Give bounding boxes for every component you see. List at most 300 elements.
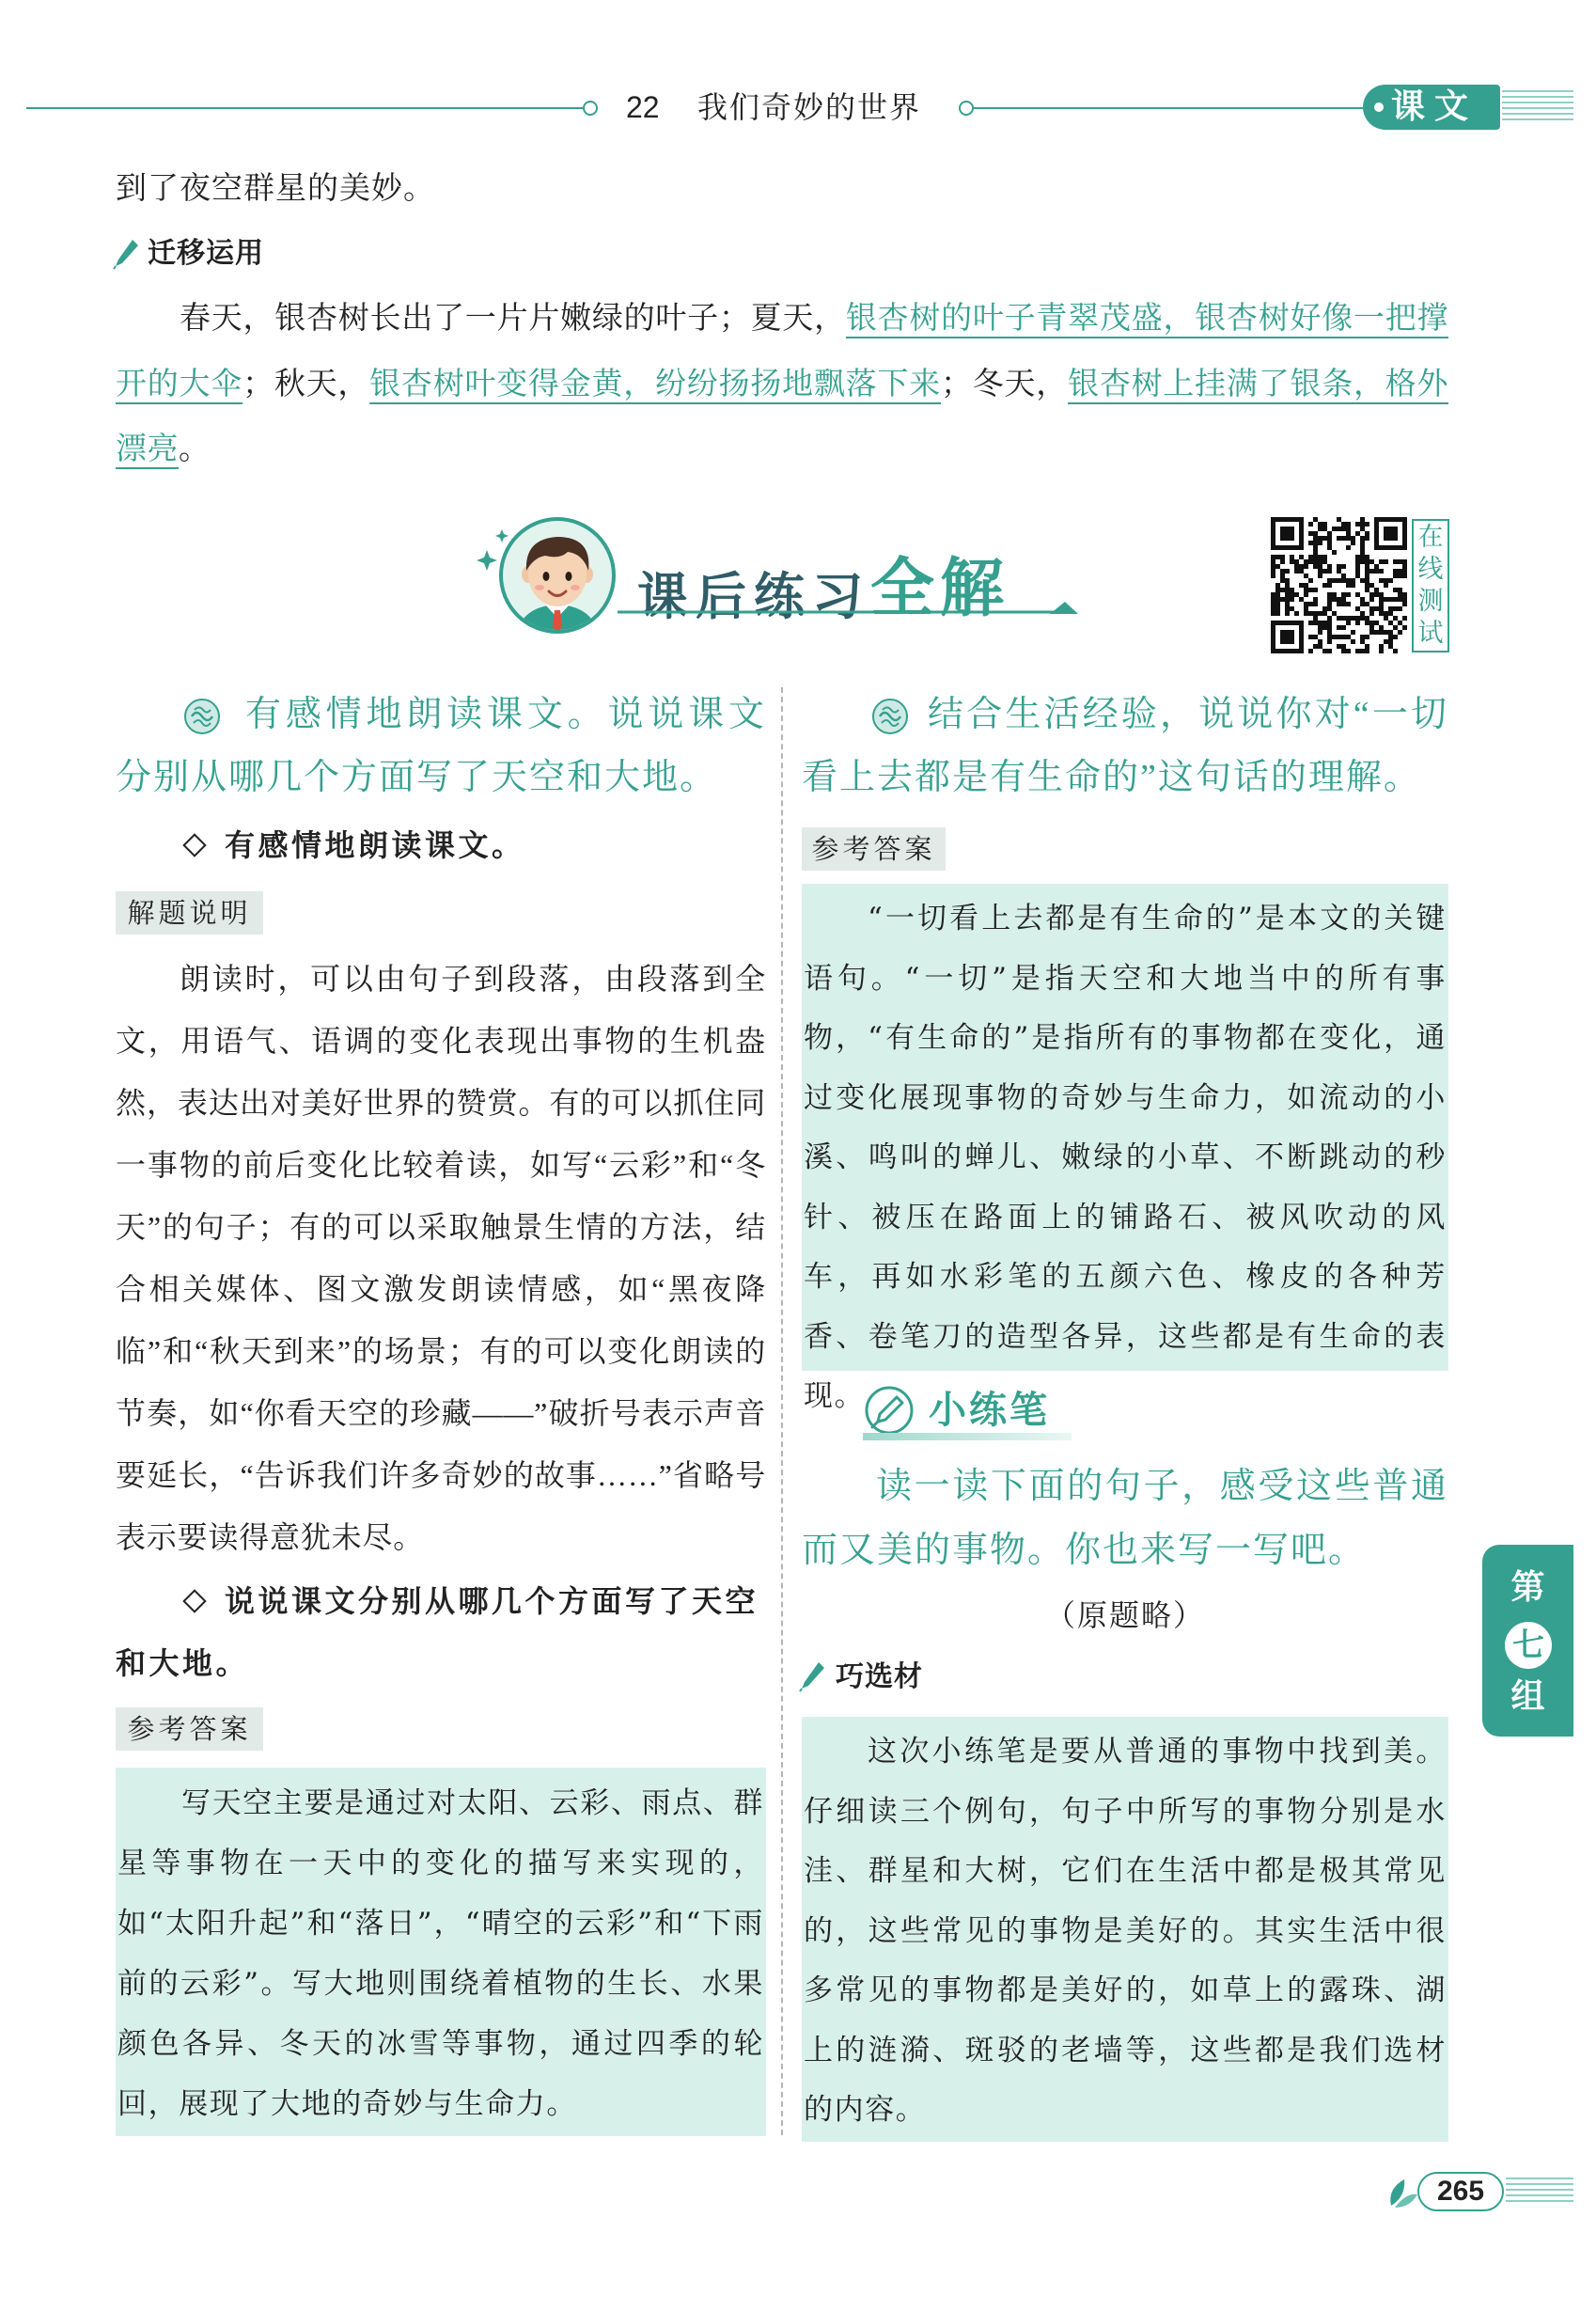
transfer-segment: ；冬天， [941,367,1069,401]
qr-module [1398,574,1402,578]
qr-module [1337,517,1341,522]
qr-module [1318,536,1322,541]
qr-module [1346,578,1351,583]
reference-answer-label: 参考答案 [802,827,946,871]
qr-module [1322,536,1327,541]
qr-module [1322,621,1327,625]
qr-module [1398,630,1402,635]
qr-module [1332,550,1337,555]
qr-module [1384,583,1388,588]
qr-module [1351,541,1355,545]
qr-module [1369,611,1374,616]
qr-module [1313,602,1318,606]
qr-module [1271,602,1275,606]
explanation-paragraph: 朗读时，可以由句子到段落，由段落到全文，用语气、语调的变化表现出事物的生机盎然，表达出对美好世界的赞赏。有的可以抓住同一事物的前后变化比较着读，如写“云彩”和“冬天”的句子；有的可以采取触景生情的方法，结合相关媒体、图文激发朗读情感，如“黑夜降临”和“秋天到来”的场景；有的可以变化朗读的节奏，如“你看天空的珍藏——”破折号表示声音要延长，“告诉我们许多奇妙的故事……”省略号表示要读得意犹未尽。 [116,962,766,1554]
qr-module [1318,527,1322,531]
qr-module [1341,635,1346,639]
practice-pen-icon [863,1384,917,1437]
left-subquestion-2: 说说课文分别从哪几个方面写了天空和大地。 [116,1583,759,1681]
qr-module [1379,597,1384,602]
qr-module [1379,606,1384,611]
qr-module [1332,527,1337,531]
qr-module [1360,602,1365,606]
qr-module [1290,559,1294,564]
diamond-icon [182,833,206,857]
qr-module [1374,592,1379,597]
qr-module [1360,578,1365,583]
section-tab-label: 课文 [1391,87,1479,126]
qr-module [1299,569,1304,574]
qr-module [1285,583,1290,588]
qr-module [1322,606,1327,611]
qr-module [1327,616,1332,621]
qr-module [1327,649,1332,653]
qr-module [1313,550,1318,555]
qr-module [1327,578,1332,583]
qr-module [1332,578,1337,583]
qr-module [1308,602,1313,606]
qr-module [1304,602,1308,606]
qr-module [1393,569,1398,574]
transfer-title: 迁移运用 [148,237,264,270]
qr-module [1379,630,1384,635]
qr-module [1346,536,1351,541]
qr-module [1318,541,1322,545]
transfer-segment: 银杏树叶变得金黄，纷纷扬扬地飘落下来 [369,364,941,401]
qr-module [1393,649,1398,653]
qr-module [1365,635,1369,639]
qr-module [1398,559,1402,564]
qr-module [1322,583,1327,588]
banner-title-main: 课后练习 [637,567,870,626]
qr-module [1341,574,1346,578]
qr-module [1294,559,1299,564]
transfer-segment: 。 [179,432,211,466]
qr-module [1313,616,1318,621]
qr-module [1294,592,1299,597]
left-answer-box [116,1768,766,2136]
group-number-badge: 七 [1505,1622,1552,1669]
qr-module [1299,597,1304,602]
qr-module [1351,630,1355,635]
qr-module [1365,602,1369,606]
qr-module [1275,588,1280,592]
qr-module [1280,569,1285,574]
qr-module [1365,583,1369,588]
qr-module [1337,527,1341,531]
qr-module [1318,639,1322,644]
qr-module [1379,559,1384,564]
qr-module [1365,531,1369,536]
qr-module [1322,625,1327,630]
column-divider [781,687,783,2135]
qr-module [1346,616,1351,621]
qr-module [1346,602,1351,606]
qr-module [1341,616,1346,621]
qr-module [1379,644,1384,649]
qr-module [1369,592,1374,597]
qr-module [1290,588,1294,592]
lesson-number: 22 [626,90,660,124]
qr-module [1304,564,1308,569]
qr-module [1355,522,1360,527]
qr-module [1374,588,1379,592]
banner-underline [616,598,1081,619]
qr-module [1327,602,1332,606]
omitted-note: （原题略） [1044,1597,1205,1633]
qr-module [1365,574,1369,578]
qr-module [1285,611,1290,616]
qr-module [1374,606,1379,611]
qr-module [1369,569,1374,574]
qr-module [1337,635,1341,639]
qr-module [1355,564,1360,569]
transfer-segment: 春天，银杏树长出了一片片嫩绿的叶子；夏天， [180,302,846,336]
material-box [802,1717,1448,2142]
qr-module [1280,597,1285,602]
qr-module [1360,616,1365,621]
qr-module [1318,625,1322,630]
material-text: 这次小练笔是要从普通的事物中找到美。仔细读三个例句，句子中所写的事物分别是水洼、群星和大树，它们在生活中都是极其常见的，这些常见的事物是美好的。其实生活中很多常见的事物都是美好的，如草上的露珠、湖上的涟漪、斑驳的老墙等，这些都是我们选材的内容。 [804,1735,1447,2127]
qr-module [1365,649,1369,653]
qr-module [1360,517,1365,522]
qr-module [1341,578,1346,583]
qr-module [1318,555,1322,559]
qr-module [1360,550,1365,555]
qr-module [1360,522,1365,527]
qr-module [1322,559,1327,564]
qr-module [1360,555,1365,559]
qr-module [1402,602,1407,606]
qr-module [1360,559,1365,564]
header-circle-right-icon [959,101,974,116]
qr-module [1346,522,1351,527]
qr-module [1304,583,1308,588]
qr-module [1402,625,1407,630]
qr-module [1360,649,1365,653]
qr-module [1327,606,1332,611]
qr-module [1271,597,1275,602]
qr-module [1360,545,1365,550]
qr-module [1275,592,1280,597]
qr-module [1398,569,1402,574]
qr-module [1285,588,1290,592]
qr-module [1374,569,1379,574]
header-stripes [1502,90,1573,124]
qr-module [1393,606,1398,611]
qr-module [1290,592,1294,597]
qr-module [1271,606,1275,611]
material-title: 巧选材 [836,1660,923,1693]
qr-module [1337,602,1341,606]
group-side-tab [1482,1545,1573,1737]
transfer-paragraph [116,286,1448,482]
header-circle-left-icon [583,101,598,116]
qr-module [1304,611,1308,616]
qr-module [1398,592,1402,597]
qr-module [1341,644,1346,649]
qr-module [1360,635,1365,639]
right-question: 结合生活经验，说说你对“一切看上去都是有生命的”这句话的理解。 [802,695,1448,797]
qr-module [1308,522,1313,527]
qr-module [1355,531,1360,536]
qr-module [1294,569,1299,574]
qr-module [1369,597,1374,602]
qr-module [1327,597,1332,602]
practice-title: 小练笔 [929,1389,1050,1432]
qr-module [1355,649,1360,653]
qr-module [1384,616,1388,621]
qr-module [1346,545,1351,550]
qr-module [1313,559,1318,564]
left-subquestion-1: 有感情地朗读课文。 [225,827,525,863]
qr-module [1294,611,1299,616]
left-question: 有感情地朗读课文。说说课文分别从哪几个方面写了天空和大地。 [116,695,766,797]
qr-module [1379,569,1384,574]
qr-module [1388,644,1393,649]
qr-module [1351,578,1355,583]
qr-module [1402,574,1407,578]
right-answer-text: “一切看上去都是有生命的”是本文的关键语句。“一切”是指天空和大地当中的所有事物，“有生命的”是指所有的事物都在变化，通过变化展现事物的奇妙与生命力，如流动的小溪、鸣叫的蝉儿、嫩绿的小草、不断跳动的秒针、被压在路面上的铺路石、被风吹动的风车，再如水彩笔的五颜六色、橡皮的各种芳香、卷笔刀的造型各异，这些都是有生命的表现。 [804,902,1447,1413]
qr-module [1308,649,1313,653]
qr-module [1360,527,1365,531]
qr-module [1322,522,1327,527]
qr-module [1355,559,1360,564]
reference-answer-label: 参考答案 [116,1707,263,1751]
qr-module [1360,597,1365,602]
qr-module [1337,564,1341,569]
qr-module [1322,611,1327,616]
explanation-label: 解题说明 [116,891,263,935]
qr-module [1346,583,1351,588]
qr-module [1308,621,1313,625]
qr-module [1322,555,1327,559]
qr-module [1327,569,1332,574]
qr-module [1313,588,1318,592]
qr-module [1341,564,1346,569]
qr-module [1341,625,1346,630]
qr-module [1290,597,1294,602]
continued-text: 到了夜空群星的美妙。 [116,172,435,206]
qr-module [1299,555,1304,559]
qr-module [1332,597,1337,602]
section-tab [1363,85,1500,130]
qr-module [1369,625,1374,630]
qr-module [1285,597,1290,602]
qr-module [1318,630,1322,635]
qr-module [1290,555,1294,559]
qr-module [1304,592,1308,597]
group-suffix: 组 [1510,1677,1545,1716]
qr-module [1393,574,1398,578]
qr-module [1337,569,1341,574]
qr-module [1393,625,1398,630]
qr-module [1308,611,1313,616]
qr-module [1402,569,1407,574]
qr-module [1280,527,1294,541]
qr-module [1341,597,1346,602]
qr-module [1304,606,1308,611]
qr-module [1374,564,1379,569]
qr-module [1388,630,1393,635]
pen-icon [112,238,140,270]
qr-module [1271,592,1275,597]
qr-module [1280,630,1294,644]
qr-module [1379,592,1384,597]
qr-module [1355,592,1360,597]
qr-module [1308,559,1313,564]
qr-module [1313,564,1318,569]
qr-module [1402,564,1407,569]
qr-module [1341,649,1346,653]
qr-module [1280,578,1285,583]
qr-module [1369,630,1374,635]
qr-module [1365,569,1369,574]
qr-module [1365,555,1369,559]
qr-module [1346,592,1351,597]
qr-module [1322,569,1327,574]
qr-module [1402,616,1407,621]
qr-module [1346,527,1351,531]
qr-module [1388,639,1393,644]
qr-module [1384,639,1388,644]
qr-module [1308,588,1313,592]
qr-module [1384,611,1388,616]
qr-module [1346,649,1351,653]
qr-module [1313,611,1318,616]
qr-module [1360,639,1365,644]
qr-module [1384,597,1388,602]
qr-module [1365,564,1369,569]
qr-module [1308,578,1313,583]
qr-module [1285,606,1290,611]
dot-icon [1374,102,1384,112]
qr-module [1285,592,1290,597]
qr-module [1341,536,1346,541]
qr-module [1327,630,1332,635]
transfer-segment: ；秋天， [243,367,370,401]
qr-module [1384,527,1398,541]
qr-module [1355,569,1360,574]
practice-prompt: 读一读下面的句子，感受这些普通而又美的事物。你也来写一写吧。 [802,1467,1448,1570]
qr-module [1308,541,1313,545]
qr-module [1313,541,1318,545]
qr-module [1322,527,1327,531]
qr-module [1313,621,1318,625]
qr-module [1299,564,1304,569]
qr-module [1360,536,1365,541]
qr-module [1327,545,1332,550]
qr-module [1384,630,1388,635]
qr-module [1374,630,1379,635]
qr-module [1271,574,1275,578]
qr-module [1346,635,1351,639]
leaf-icon [1385,2174,1419,2209]
qr-module [1351,616,1355,621]
header-rule-left [26,107,583,109]
qr-module [1393,616,1398,621]
qr-module [1337,625,1341,630]
qr-module [1388,611,1393,616]
qr-module [1351,536,1355,541]
qr-module [1299,583,1304,588]
qr-module [1369,621,1374,625]
qr-module [1379,602,1384,606]
transfer-segment: 银杏树的叶子青翠茂盛，银杏树好像一把撑开的大伞 [116,299,1449,401]
qr-module [1355,574,1360,578]
qr-module [1398,588,1402,592]
qr-module [1365,559,1369,564]
qr-module [1285,578,1290,583]
qr-module [1327,639,1332,644]
qr-module [1355,606,1360,611]
qr-module [1360,611,1365,616]
qr-module [1346,531,1351,536]
qr-module [1393,559,1398,564]
qr-module [1402,597,1407,602]
qr-module [1388,578,1393,583]
qr-module [1275,555,1280,559]
qr-module [1304,559,1308,564]
qr-module [1275,583,1280,588]
qr-module [1393,588,1398,592]
qr-module [1355,616,1360,621]
qr-module [1374,621,1379,625]
qr-module [1365,616,1369,621]
qr-module [1271,559,1275,564]
qr-module [1393,635,1398,639]
qr-module [1271,564,1275,569]
left-answer-text: 写天空主要是通过对太阳、云彩、雨点、群星等事物在一天中的变化的描写来实现的，如“太阳升起”和“落日”，“晴空的云彩”和“下雨前的云彩”。写大地则围绕着植物的生长、水果颜色各异、冬天的冰雪等事物，通过四季的轮回，展现了大地的奇妙与生命力。 [117,1786,764,2121]
header-rule-right [974,107,1363,109]
boy-mascot-icon [470,512,625,644]
qr-module [1280,559,1285,564]
qr-module [1285,602,1290,606]
qr-code [1271,517,1407,653]
qr-module [1355,555,1360,559]
qr-module [1280,588,1285,592]
qr-module [1369,583,1374,588]
qr-module [1332,635,1337,639]
qr-module [1318,564,1322,569]
lesson-title: 我们奇妙的世界 [697,89,922,125]
qr-module [1313,531,1318,536]
qr-module [1341,592,1346,597]
qr-module [1318,621,1322,625]
qr-module [1271,555,1275,559]
qr-module [1402,592,1407,597]
qr-module [1384,559,1388,564]
banner-title-emphasis: 全解 [870,552,1010,626]
qr-module [1327,536,1332,541]
qr-module [1388,597,1393,602]
qr-module [1341,527,1346,531]
qr-module [1327,531,1332,536]
qr-module [1332,611,1337,616]
qr-module [1398,606,1402,611]
qr-module [1379,578,1384,583]
qr-module [1313,597,1318,602]
qr-module [1285,569,1290,574]
pen-icon [798,1660,826,1692]
qr-module [1304,574,1308,578]
qr-module [1327,592,1332,597]
qr-module [1313,545,1318,550]
qr-module [1384,578,1388,583]
qr-module [1275,606,1280,611]
qr-module [1341,602,1346,606]
qr-module [1379,625,1384,630]
